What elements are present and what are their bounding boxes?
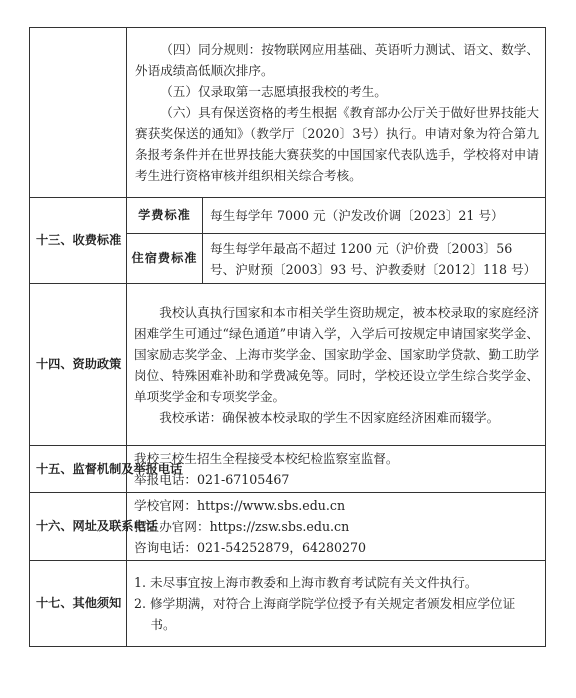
- supervision-content: [127, 446, 546, 493]
- fees-section-title: 十三、收费标准: [30, 198, 127, 284]
- tuition-label: 学费标准: [127, 198, 203, 234]
- aid-promise: 我校承诺：确保被本校录取的学生不因家庭经济困难而辍学。: [159, 409, 500, 425]
- other-item-1: 1. 未尽事宜按上海市教委和上海市教育考试院有关文件执行。: [134, 575, 478, 590]
- admissions-website: 招生办官网：https://zsw.sbs.edu.cn: [134, 519, 350, 534]
- school-website: 学校官网：https://www.sbs.edu.cn: [134, 498, 346, 513]
- rule-four: （四）同分规则：按物联网应用基础、英语听力测试、语文、数学、外语成绩高低顺次排序。: [135, 41, 540, 78]
- dorm-value: 每生每学年最高不超过 1200 元（沪价费〔2003〕56 号、沪财预〔2003〕93 号、沪教委财〔2012〕118 号）: [203, 234, 546, 284]
- tuition-row: [30, 198, 546, 234]
- tuition-value: 每生每学年 7000 元（沪发改价调〔2023〕21 号）: [203, 198, 546, 234]
- aid-row: [30, 284, 546, 446]
- aid-paragraph: 我校认真执行国家和本市相关学生资助规定，被本校录取的家庭经济困难学生可通过“绿色通道”申请入学，入学后可按规定申请国家奖学金、国家励志奖学金、上海市奖学金、国家助学金、国家助学贷款、勤工助学岗位、特殊困难补助和学费减免等。同时，学校还设立学生综合奖学金、单项奖学金和专项奖学金。: [134, 304, 540, 404]
- dorm-label: 住宿费标准: [127, 234, 203, 284]
- supervision-row: [30, 446, 546, 493]
- rules-continued-row: [30, 28, 546, 198]
- contact-content: [127, 493, 546, 561]
- aid-section-title: 十四、资助政策: [30, 284, 127, 446]
- consult-phone: 咨询电话：021-54252879，64280270: [134, 540, 367, 555]
- rule-six: （六）具有保送资格的考生根据《教育部办公厅关于做好世界技能大赛获奖保送的通知》（教学厅〔2020〕3号）执行。申请对象为符合第九条报考条件并在世界技能大赛获奖的中国国家代表队选手，学校将对申请考生进行资格审核并组织相关综合考核。: [135, 104, 540, 183]
- contact-row: [30, 493, 546, 561]
- rule-five: （五）仅录取第一志愿填报我校的考生。: [160, 83, 387, 99]
- other-row: [30, 561, 546, 647]
- supervision-line: 我校三校生招生全程接受本校纪检监察室监督。: [134, 451, 399, 466]
- empty-section-cell: [30, 28, 127, 198]
- aid-content: [127, 284, 546, 446]
- supervision-section-title: 十五、监督机制及举报电话: [30, 446, 127, 493]
- other-item-2: 2. 修学期满，对符合上海商学院学位授予有关规定者颁发相应学位证书。: [134, 596, 516, 632]
- admissions-table: [29, 27, 546, 647]
- report-phone: 举报电话：021-67105467: [134, 472, 290, 487]
- rules-content: [127, 28, 546, 198]
- other-content: [127, 561, 546, 647]
- other-section-title: 十七、其他须知: [30, 561, 127, 647]
- contact-section-title: 十六、网址及联系电话: [30, 493, 127, 561]
